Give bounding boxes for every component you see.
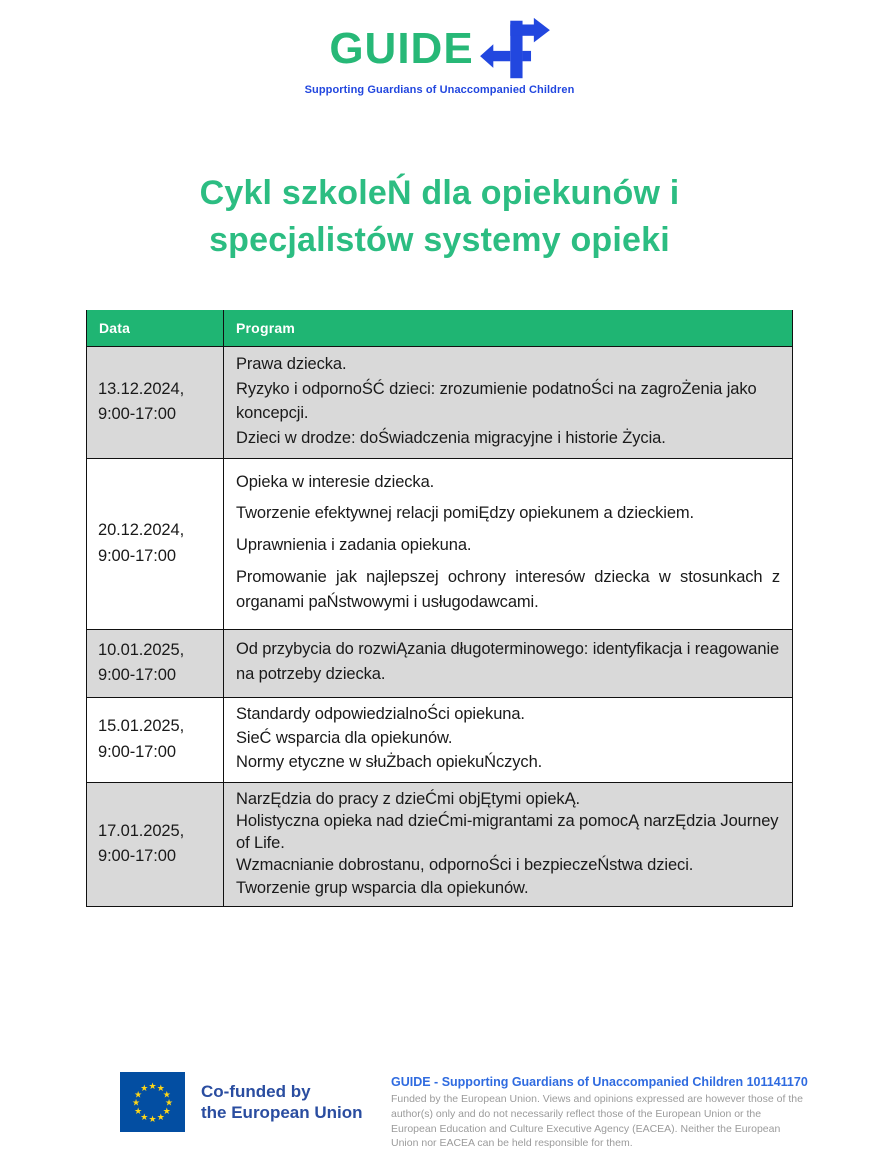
date-cell: 17.01.2025, 9:00-17:00 [87,782,224,906]
program-item: Wzmacnianie dobrostanu, odpornoŚci i bezpieczeŃstwa dzieci. [236,856,694,875]
svg-text:★: ★ [162,1090,171,1101]
cofunded-label [201,1081,377,1124]
program-cell [224,697,793,782]
table-header [87,310,793,347]
schedule-table-body [87,346,793,906]
program-item: Promowanie jak najlepszej ochrony interesów dziecka w stosunkach z organami paŃstwowymi i usługodawcami. [236,567,780,612]
program-item: Tworzenie grup wsparcia dla opiekunów. [236,878,529,897]
svg-text:★: ★ [131,1098,141,1109]
program-item: Holistyczna opieka nad dzieĆmi-migrantami za pomocĄ narzĘdzia Journey of Life. [236,811,779,853]
date-cell: 15.01.2025, 9:00-17:00 [87,697,224,782]
logo-row [329,16,549,82]
column-header-program: Program [224,310,793,347]
program-item: Standardy odpowiedzialnoŚci opiekuna. [236,704,525,723]
program-item: Dzieci w drodze: doŚwiadczenia migracyjne i historie Życia. [236,429,666,448]
table-row [87,346,793,458]
page-footer [120,1072,809,1151]
program-item: Uprawnienia i zadania opiekuna. [236,535,472,554]
svg-text:★: ★ [148,1115,157,1125]
program-cell [224,458,793,629]
program-item: Opieka w interesie dziecka. [236,472,435,491]
guide-logo [0,0,879,96]
program-item: Od przybycia do rozwiĄzania długoterminowego: identyfikacja i reagowanie na potrzeby dziecka. [236,640,780,684]
title-line-1: Cykl szkoleŃ dla opiekunów i [199,174,680,212]
table-row [87,629,793,697]
program-item: SieĆ wsparcia dla opiekunów. [236,728,453,747]
svg-text:★: ★ [156,1112,165,1123]
program-item: Ryzyko i odpornoŚĆ dzieci: zrozumienie podatnoŚci na zagroŻenia jako koncepcji. [236,379,757,423]
eu-flag-icon [120,1072,185,1132]
svg-text:★: ★ [148,1082,157,1092]
table-row [87,697,793,782]
program-item: NarzĘdzia do pracy z dzieĆmi objĘtymi opiekĄ. [236,789,580,808]
program-item: Normy etyczne w słuŻbach opiekuŃczych. [236,752,543,771]
program-cell [224,346,793,458]
cofunded-line-1: Co-funded by [201,1082,311,1101]
logo-tagline: Supporting Guardians of Unaccompanied Children [304,84,575,96]
svg-text:★: ★ [134,1090,143,1101]
page-title [0,170,879,264]
svg-text:★: ★ [164,1098,174,1109]
svg-text:★: ★ [134,1106,143,1117]
project-disclaimer: Funded by the European Union. Views and opinions expressed are however those of the author(s) only and do not necessarily reflect those of the European Union or the European Education and Culture Executive Agency (EACEA). Neither the European Union nor EACEA can be held responsible for them. [391,1093,803,1150]
svg-text:★: ★ [156,1084,165,1095]
cofunded-line-2: the European Union [201,1103,363,1123]
program-item: Prawa dziecka. [236,354,347,373]
svg-text:★: ★ [162,1106,171,1117]
project-info [391,1074,809,1151]
date-cell: 10.01.2025, 9:00-17:00 [87,629,224,697]
svg-text:★: ★ [140,1112,149,1123]
training-schedule-table [86,310,793,907]
program-cell [224,782,793,906]
table-row [87,458,793,629]
date-cell: 13.12.2024, 9:00-17:00 [87,346,224,458]
svg-text:★: ★ [140,1084,149,1095]
title-line-2: specjalistów systemy opieki [209,220,670,259]
program-item: Tworzenie efektywnej relacji pomiĘdzy opiekunem a dzieckiem. [236,504,695,523]
program-cell [224,629,793,697]
header-row [87,310,793,347]
signpost-arrows-icon [480,16,550,82]
project-heading: GUIDE - Supporting Guardians of Unaccompanied Children 101141170 [391,1075,808,1089]
table-row [87,782,793,906]
date-cell: 20.12.2024, 9:00-17:00 [87,458,224,629]
column-header-data: Data [87,310,224,347]
logo-wordmark: GUIDE [329,24,474,73]
